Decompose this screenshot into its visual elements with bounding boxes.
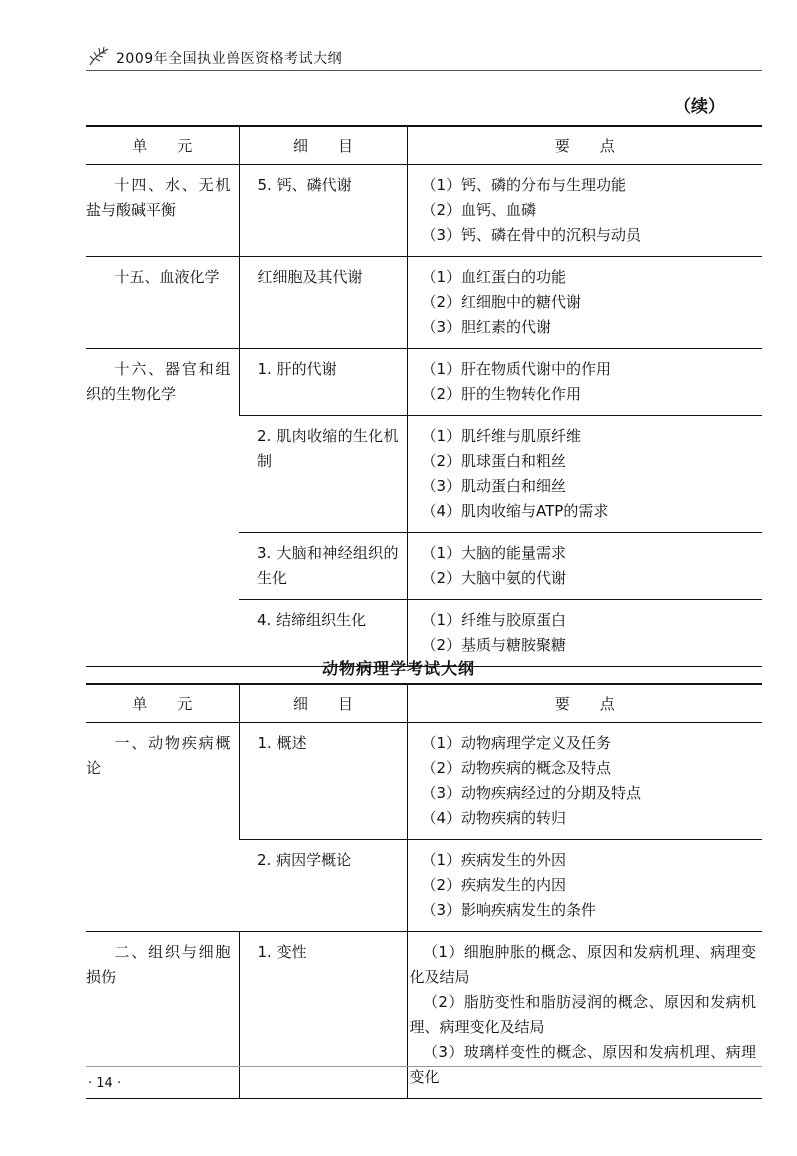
unit-cell <box>86 349 239 667</box>
points-cell <box>407 840 762 932</box>
column-header-detail: 细 目 <box>239 126 407 165</box>
column-header-points: 要 点 <box>407 684 762 723</box>
point-item: （4）动物疾病的转归 <box>421 809 567 827</box>
point-item: （1）动物病理学定义及任务 <box>421 734 612 752</box>
column-header-unit: 单 元 <box>86 126 239 165</box>
point-item: （3）钙、磷在骨中的沉积与动员 <box>421 226 642 244</box>
detail-cell <box>239 165 407 257</box>
point-item: （1）钙、磷的分布与生理功能 <box>421 176 627 194</box>
table-row <box>86 723 762 840</box>
table-row <box>86 349 762 416</box>
unit-text: 二、组织与细胞损伤 <box>86 943 231 986</box>
footer-rule <box>86 1066 762 1067</box>
column-header-detail: 细 目 <box>239 684 407 723</box>
detail-cell <box>239 723 407 840</box>
detail-text: 2. 肌肉收缩的生化机制 <box>257 427 399 470</box>
detail-text: 5. 钙、磷代谢 <box>257 176 352 194</box>
table-row <box>86 932 762 1099</box>
points-cell <box>407 416 762 533</box>
wheat-sprig-icon <box>86 45 116 67</box>
syllabus-table-pathology <box>86 683 762 1099</box>
table-header-row <box>86 684 762 723</box>
point-item: （4）肌肉收缩与ATP的需求 <box>421 502 609 520</box>
points-cell <box>407 349 762 416</box>
page-number: · 14 · <box>88 1076 122 1091</box>
unit-cell <box>86 723 239 932</box>
detail-cell <box>239 840 407 932</box>
point-item: （1）疾病发生的外因 <box>421 851 567 869</box>
table-row <box>86 165 762 257</box>
detail-text: 2. 病因学概论 <box>257 851 352 869</box>
unit-text: 十五、血液化学 <box>114 268 220 286</box>
point-item: （3）玻璃样变性的概念、原因和发病机理、病理变化 <box>409 1043 756 1086</box>
point-item: （3）胆红素的代谢 <box>421 318 552 336</box>
table-row <box>86 257 762 349</box>
detail-text: 4. 结缔组织生化 <box>257 611 367 629</box>
detail-text: 红细胞及其代谢 <box>257 268 363 286</box>
section-title: 动物病理学考试大纲 <box>321 659 475 678</box>
continued-label: （续） <box>674 97 725 117</box>
unit-text: 十六、器官和组织的生物化学 <box>86 360 231 403</box>
running-header <box>86 44 762 71</box>
unit-cell <box>86 257 239 349</box>
point-item: （2）肌球蛋白和粗丝 <box>421 452 567 470</box>
column-header-unit: 单 元 <box>86 684 239 723</box>
point-item: （2）动物疾病的概念及特点 <box>421 759 612 777</box>
point-item: （2）脂肪变性和脂肪浸润的概念、原因和发病机理、病理变化及结局 <box>409 993 756 1036</box>
points-cell <box>407 932 762 1099</box>
point-item: （2）大脑中氨的代谢 <box>421 569 567 587</box>
point-item: （3）动物疾病经过的分期及特点 <box>421 784 642 802</box>
point-item: （1）大脑的能量需求 <box>421 544 567 562</box>
unit-text: 一、动物疾病概论 <box>86 734 231 777</box>
point-item: （2）基质与糖胺聚糖 <box>421 636 567 654</box>
point-item: （3）影响疾病发生的条件 <box>421 901 597 919</box>
detail-cell <box>239 257 407 349</box>
points-cell <box>407 723 762 840</box>
points-cell <box>407 257 762 349</box>
point-item: （1）肌纤维与肌原纤维 <box>421 427 582 445</box>
unit-cell <box>86 932 239 1099</box>
point-item: （3）肌动蛋白和细丝 <box>421 477 567 495</box>
point-item: （1）细胞肿胀的概念、原因和发病机理、病理变化及结局 <box>409 943 756 986</box>
point-item: （1）肝在物质代谢中的作用 <box>421 360 612 378</box>
detail-cell <box>239 932 407 1099</box>
points-cell <box>407 165 762 257</box>
column-header-points: 要 点 <box>407 126 762 165</box>
detail-text: 1. 肝的代谢 <box>257 360 337 378</box>
detail-cell <box>239 533 407 600</box>
unit-cell <box>86 165 239 257</box>
running-header-title: 2009年全国执业兽医资格考试大纲 <box>116 51 343 67</box>
table-header-row <box>86 126 762 165</box>
detail-cell <box>239 416 407 533</box>
syllabus-table-biochemistry <box>86 125 762 667</box>
point-item: （1）血红蛋白的功能 <box>421 268 567 286</box>
detail-text: 1. 概述 <box>257 734 307 752</box>
point-item: （2）肝的生物转化作用 <box>421 385 582 403</box>
point-item: （2）红细胞中的糖代谢 <box>421 293 582 311</box>
detail-cell <box>239 349 407 416</box>
point-item: （2）血钙、血磷 <box>421 201 537 219</box>
points-cell <box>407 533 762 600</box>
point-item: （2）疾病发生的内因 <box>421 876 567 894</box>
unit-text: 十四、水、无机盐与酸碱平衡 <box>86 176 231 219</box>
point-item: （1）纤维与胶原蛋白 <box>421 611 567 629</box>
detail-text: 3. 大脑和神经组织的生化 <box>257 544 399 587</box>
detail-text: 1. 变性 <box>257 943 307 961</box>
